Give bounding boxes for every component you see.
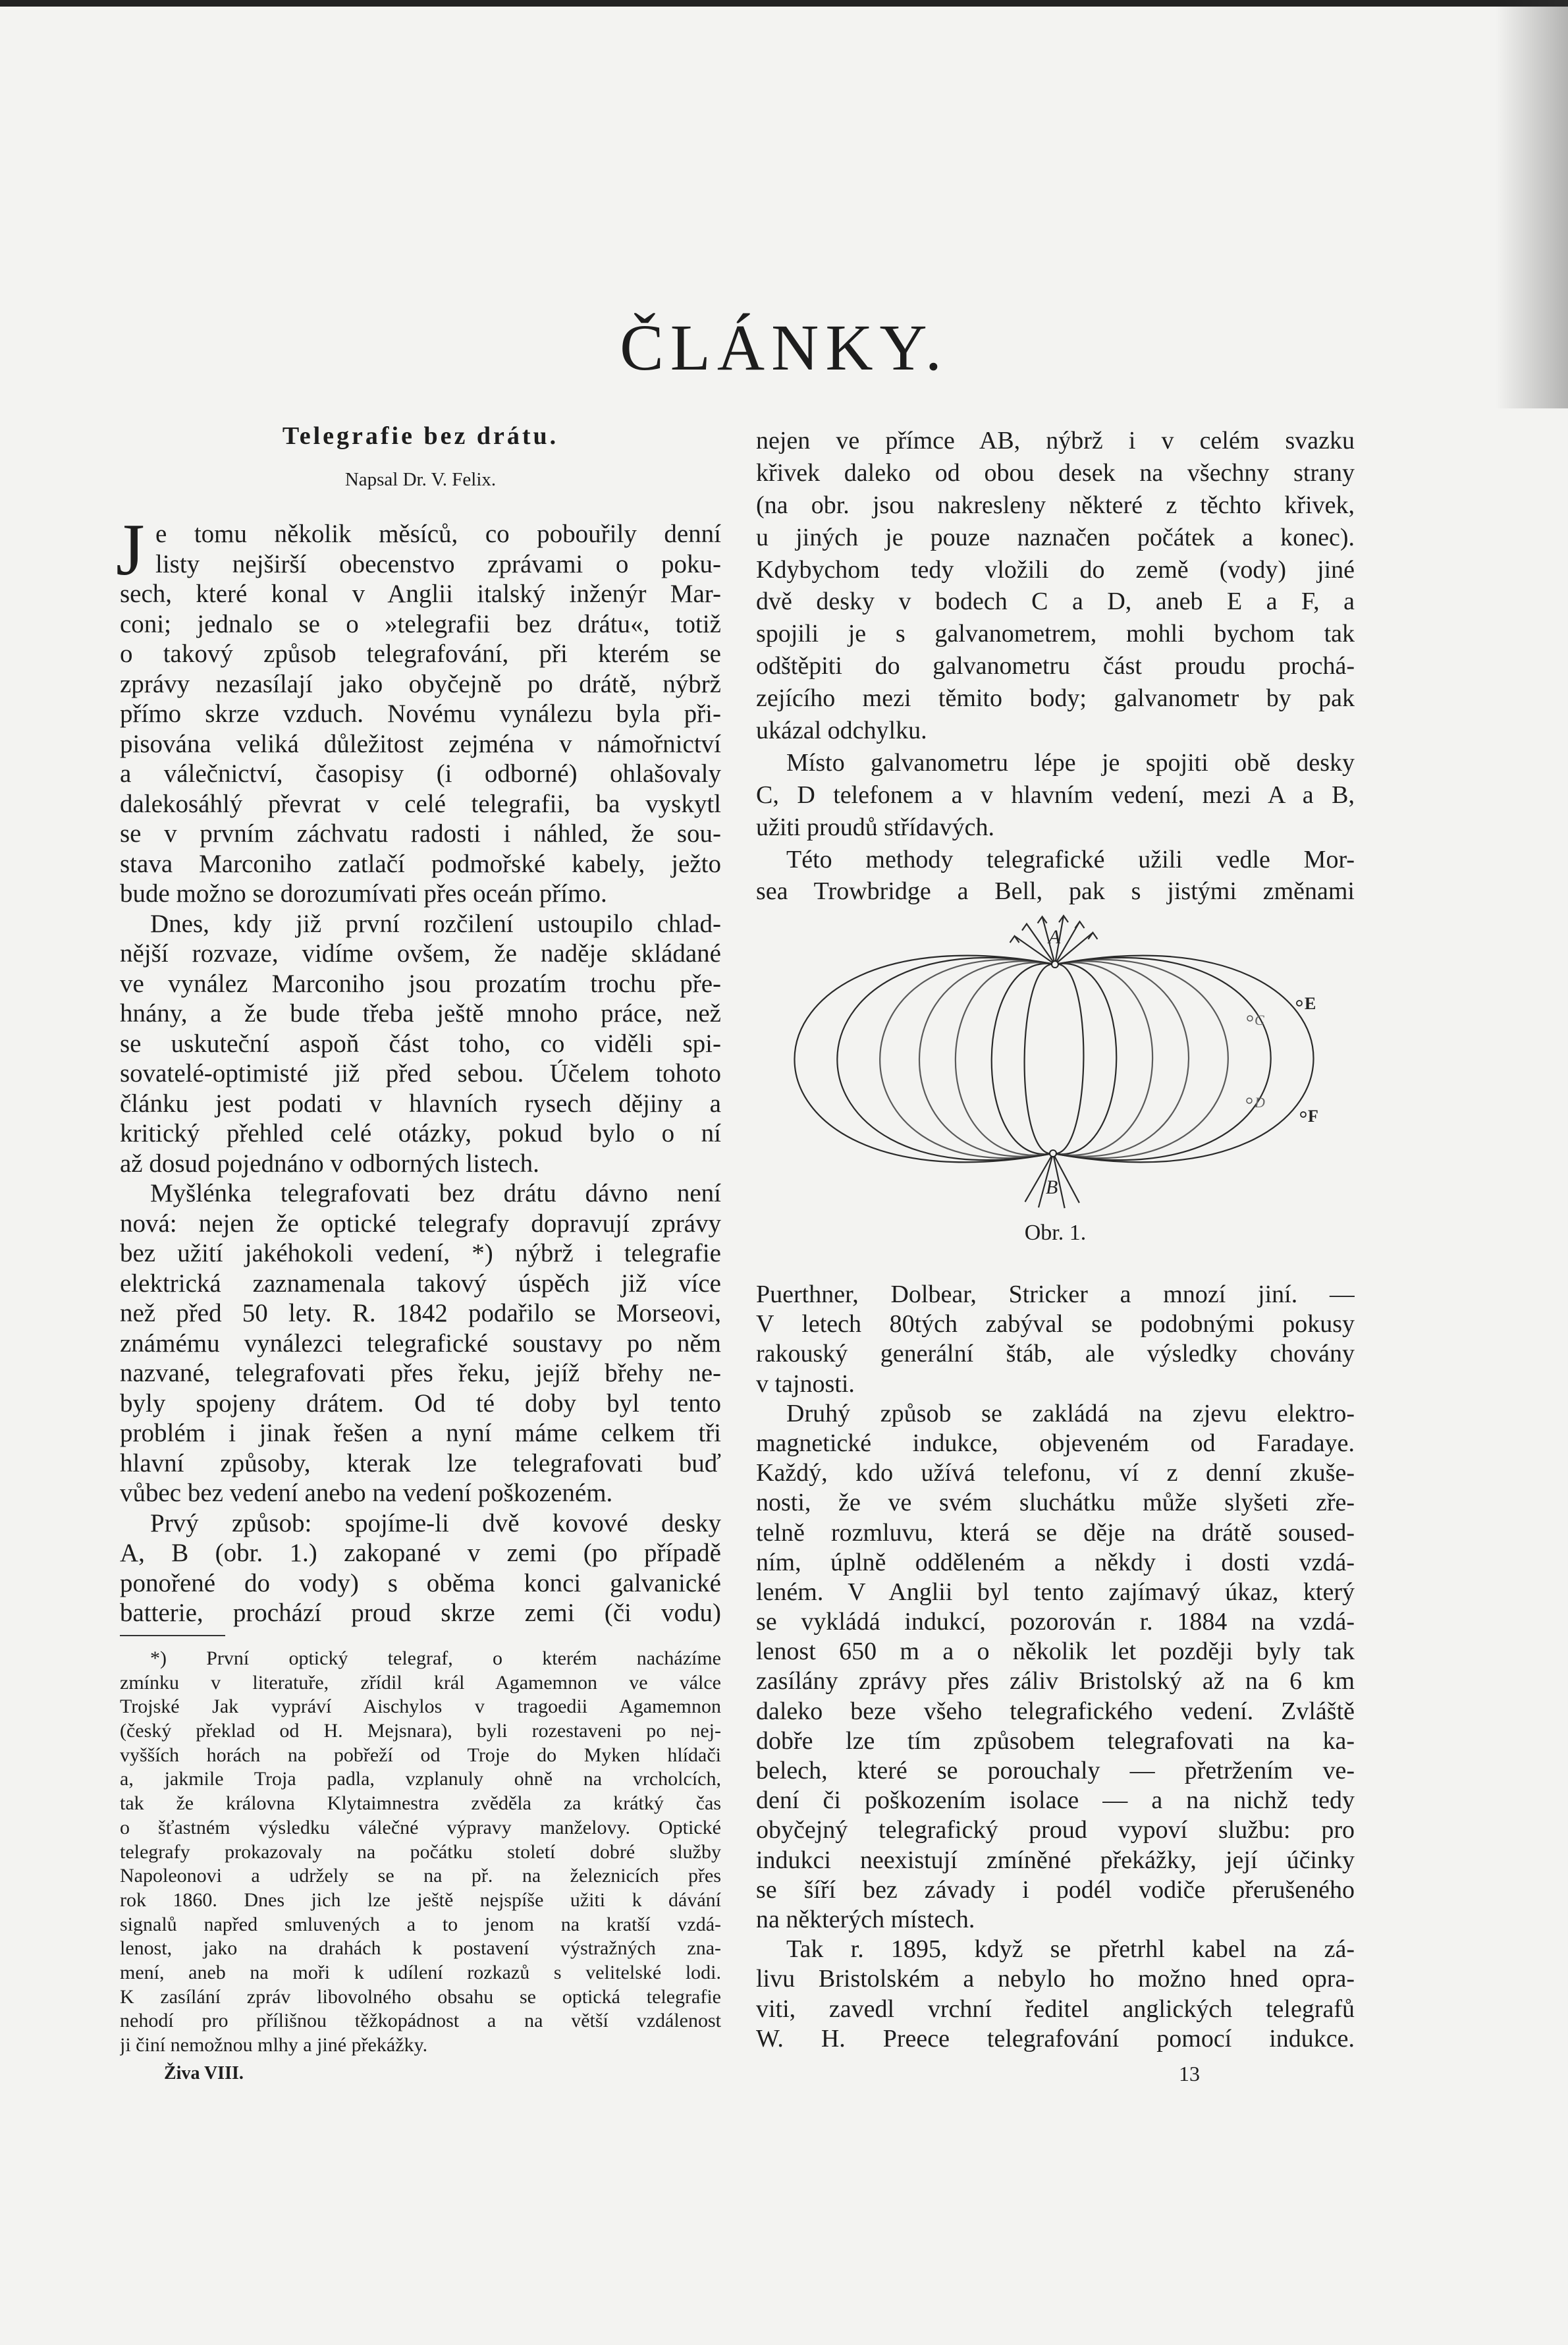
text-line: sech, které konal v Anglii italský inženýr Mar- xyxy=(120,580,721,608)
point-f xyxy=(1301,1112,1306,1117)
text-line: o šťastném výsledku válečné výpravy manželovy. Optické xyxy=(120,1816,721,1838)
text-line: coni; jednalo se o »telegrafii bez drátu«, totiž xyxy=(120,609,721,638)
text-line: známému vynálezci telegrafické soustavy po něm xyxy=(120,1329,721,1358)
text-line: sovatelé-optimisté již před sebou. Účelem tohoto xyxy=(120,1059,721,1088)
label-a: A xyxy=(1048,926,1061,948)
text-line: telegrafy prokazovaly na počátku století dobré služby xyxy=(120,1840,721,1863)
point-c xyxy=(1247,1016,1253,1021)
text-line: Myšlénka telegrafovati bez drátu dávno není xyxy=(150,1179,721,1207)
text-line: Tak r. 1895, když se přetrhl kabel na zá- xyxy=(786,1935,1355,1964)
field-line xyxy=(794,956,1055,1163)
paragraph xyxy=(756,844,1355,908)
text-line: *) První optický telegraf, o kterém nacházíme xyxy=(150,1647,721,1669)
text-line: nosti, že ve svém sluchátku může slyšeti zře- xyxy=(756,1489,1355,1517)
paragraph xyxy=(120,519,721,909)
text-line: C, D telefonem a v hlavním vedení, mezi A a B, xyxy=(756,781,1355,809)
text-line: užiti proudů střídavých. xyxy=(756,813,994,841)
text-line: nejen ve přímce AB, nýbrž i v celém svazku xyxy=(756,427,1355,455)
field-line xyxy=(1025,964,1055,1154)
point-d xyxy=(1247,1098,1252,1103)
field-line xyxy=(1053,962,1152,1155)
paragraph xyxy=(756,747,1355,844)
section-header: ČLÁNKY. xyxy=(620,311,948,384)
text-line: vůbec bez vedení anebo na vedení poškozeném. xyxy=(120,1479,613,1507)
arrow-stub xyxy=(1053,1153,1079,1203)
text-line: telně rozmluvu, která se děje na drátě soused- xyxy=(756,1518,1355,1547)
text-line: batterie, prochází proud skrze zemi (či vodu) xyxy=(120,1599,721,1627)
arrow-stub xyxy=(1010,936,1055,964)
arrow-stub xyxy=(1025,1153,1054,1202)
article-title: Telegrafie bez drátu. xyxy=(282,422,559,450)
drop-cap: J xyxy=(116,509,145,591)
text-line: signalů napřed smluvených a to jenom na kratší vzdá- xyxy=(120,1913,721,1935)
text-line: pisována veliká důležitost zejména v námořnictví xyxy=(120,729,721,758)
text-line: kritický přehled celé otázky, pokud bylo o ní xyxy=(120,1119,721,1147)
text-line: daleko beze všeho telegrafického vedení. Zvláště xyxy=(756,1697,1355,1725)
text-line: vyšších horách na pobřeží od Troje do Myken hlídači xyxy=(120,1744,721,1766)
text-line: tak že královna Klytaimnestra zvěděla za krátký čas xyxy=(120,1792,721,1815)
text-line: V letech 80tých zabýval se podobnými pokusy xyxy=(756,1310,1355,1338)
text-line: rakouský generální štáb, ale výsledky chovány xyxy=(756,1340,1355,1368)
text-line: problém i jinak řešen a nyní máme celkem tři xyxy=(120,1419,721,1447)
text-line: stava Marconiho zatlačí podmořské kabely, ježto xyxy=(120,849,721,878)
text-line: K zasílání zpráv libovolného obsahu se optická telegrafie xyxy=(120,1985,721,2008)
text-line: zejícího mezi těmito body; galvanometr by pak xyxy=(756,684,1355,713)
text-line: hlavní způsoby, kterak lze telegrafovati buď xyxy=(120,1448,721,1477)
plate-a-point xyxy=(1052,961,1058,968)
scan-top-edge xyxy=(0,0,1568,7)
text-line: spojili je s galvanometrem, mohli bychom tak xyxy=(756,620,1355,648)
text-line: nová: nejen že optické telegrafy dopravují zprávy xyxy=(120,1209,721,1238)
text-line: a válečnictví, časopisy (i odborné) ohlašovaly xyxy=(120,759,721,788)
footnote-divider xyxy=(120,1635,225,1636)
footnote xyxy=(120,1647,721,2058)
text-line: Trojské Jak vypráví Aischylos v tragoedii Agamemnon xyxy=(120,1696,721,1718)
text-line: belech, které se porouchaly — přetržením ve- xyxy=(756,1757,1355,1784)
field-line xyxy=(837,958,1055,1160)
text-line: o takový způsob telegrafování, při kterém se xyxy=(120,640,721,668)
text-line: nější rozvaze, vidíme ovšem, že naděje skládané xyxy=(120,939,721,968)
text-line: zprávy nezasílají jako obyčejně po drátě, nýbrž xyxy=(120,669,721,698)
text-line: zmínku v literatuře, zřídil král Agamemnon ve válce xyxy=(120,1671,721,1694)
text-line: (český překlad od H. Mejsnara), byli rozestaveni po nej- xyxy=(120,1720,721,1742)
text-line: ukázal odchylku. xyxy=(756,717,927,745)
field-line xyxy=(992,964,1055,1154)
text-line: Puerthner, Dolbear, Stricker a mnozí jiní. — xyxy=(756,1281,1355,1308)
text-line: lenost, jako na drahách k postavení výstražných zna- xyxy=(120,1937,721,1960)
label-e: E xyxy=(1305,994,1316,1013)
text-line: viti, zavedl vrchní ředitel anglických telegrafů xyxy=(756,1995,1355,2023)
paragraph xyxy=(756,1399,1355,1935)
text-line: W. H. Preece telegrafování pomocí indukce. xyxy=(756,2024,1355,2053)
text-line: bude možno se dorozumívati přes oceán přímo. xyxy=(120,879,607,908)
paragraph xyxy=(120,1508,721,1628)
text-line: ponořené do vody) s oběma konci galvanické xyxy=(120,1568,721,1597)
text-line: dení či poškozením isolace — a na nichž tedy xyxy=(756,1786,1355,1815)
text-line: leném. V Anglii byl tento zajímavý úkaz, který xyxy=(756,1578,1355,1606)
text-line: Této methody telegrafické užili vedle Mor- xyxy=(786,845,1355,873)
text-line: listy nejširší obecenstvo zprávami o poku- xyxy=(155,549,721,578)
article-byline: Napsal Dr. V. Felix. xyxy=(344,469,497,490)
text-line: magnetické indukce, objeveném od Faradaye. xyxy=(756,1429,1355,1457)
text-line: dobře lze tím způsobem telegrafovati na ka- xyxy=(756,1726,1355,1755)
text-line: Prvý způsob: spojíme-li dvě kovové desky xyxy=(150,1508,721,1537)
label-d: D xyxy=(1255,1094,1265,1111)
journal-name: Živa VIII. xyxy=(164,2063,244,2083)
field-line xyxy=(919,961,1055,1156)
text-line: hnány, a že bude třeba ještě mnoho práce, než xyxy=(120,999,721,1028)
text-line: Napoleonovi a udržely se na př. na železnicích přes xyxy=(120,1865,721,1887)
paragraph xyxy=(756,1280,1355,1399)
text-line: ním, úplně odděleném a někdy i dosti vzdá- xyxy=(756,1548,1355,1576)
text-line: ve vynález Marconiho jsou prozatím trochu pře- xyxy=(120,969,721,998)
text-line: obyčejný telegrafický proud vypoví službu: pro xyxy=(756,1816,1355,1844)
figure-caption: Obr. 1. xyxy=(1024,1221,1087,1245)
text-line: rok 1860. Dnes jich lze ještě nejspíše užiti k dávání xyxy=(120,1889,721,1911)
right-column-bottom xyxy=(756,1280,1355,2054)
text-line: u jiných je pouze naznačen počátek a konec). xyxy=(756,523,1355,551)
text-line: nazvané, telegrafovati přes řeku, jejíž břehy ne- xyxy=(120,1359,721,1387)
text-line: v tajnosti. xyxy=(756,1369,855,1398)
text-line: dvě desky v bodech C a D, aneb E a F, a xyxy=(756,588,1355,616)
left-column xyxy=(120,519,721,1628)
text-line: A, B (obr. 1.) zakopané v zemi (po případě xyxy=(120,1539,721,1567)
text-line: lenost 650 m a o několik let později byly tak xyxy=(756,1638,1355,1666)
text-line: ji činí nemožnou mlhy a jiné překážky. xyxy=(120,2034,428,2056)
text-line: Druhý způsob se zakládá na zjevu elektro- xyxy=(786,1399,1355,1427)
field-line xyxy=(1053,964,1083,1154)
field-line xyxy=(1053,964,1116,1154)
footnote-paragraph xyxy=(120,1647,721,2058)
paragraph xyxy=(756,425,1355,747)
text-line: až dosud pojednáno v odborných listech. xyxy=(120,1149,539,1178)
text-line: se uskuteční aspoň část toho, co viděli spi- xyxy=(120,1029,721,1058)
text-line: se vykládá indukcí, pozorován r. 1884 na vzdá- xyxy=(756,1608,1355,1636)
text-line: se šíří bez závady i podél vodiče přerušeného xyxy=(756,1875,1355,1904)
label-f: F xyxy=(1308,1107,1318,1126)
text-line: sea Trowbridge a Bell, pak s jistými změnami xyxy=(756,877,1355,906)
text-line: Místo galvanometru lépe je spojiti obě desky xyxy=(786,748,1355,777)
text-line: na některých místech. xyxy=(756,1905,975,1933)
paragraph xyxy=(756,1935,1355,2054)
figure-field-lines xyxy=(756,909,1355,1219)
field-line xyxy=(1053,960,1228,1158)
arrow-stub xyxy=(1055,922,1085,964)
text-line: e tomu několik měsíců, co pobouřily denní xyxy=(155,520,721,548)
text-line: elektrická zaznamenala takový úspěch již více xyxy=(120,1269,721,1298)
field-line xyxy=(880,960,1055,1158)
arrow-stub xyxy=(1055,916,1068,964)
plate-b-point xyxy=(1050,1150,1056,1157)
text-line: livu Bristolském a nebylo ho možno hned opra- xyxy=(756,1965,1355,1993)
paragraph xyxy=(120,1178,721,1508)
point-e xyxy=(1297,1001,1302,1006)
text-line: Dnes, kdy již první rozčilení ustoupilo chlad- xyxy=(150,909,721,938)
text-line: odštěpiti do galvanometru část proudu prochá- xyxy=(756,652,1355,680)
text-line: než před 50 lety. R. 1842 podařilo se Morseovi, xyxy=(120,1299,721,1327)
field-line xyxy=(1053,956,1314,1163)
text-line: nehodí pro přílišnou těžkopádnost a na větší vzdálenost xyxy=(120,2010,721,2032)
label-c: C xyxy=(1255,1012,1264,1028)
arrow-stub xyxy=(1038,917,1055,964)
page-number: 13 xyxy=(1179,2062,1200,2085)
arrow-stub xyxy=(1055,933,1097,964)
text-line: byly spojeny drátem. Od té doby byl tento xyxy=(120,1389,721,1418)
text-line: bez užití jakéhokoli vedení, *) nýbrž i telegrafie xyxy=(120,1239,721,1267)
field-line xyxy=(956,962,1055,1155)
paragraph xyxy=(120,909,721,1179)
text-line: zasílány zprávy přes záliv Bristolský až na 6 km xyxy=(756,1667,1355,1696)
text-line: indukci neexistují zmíněné překážky, její účinky xyxy=(756,1846,1355,1874)
text-line: článku jest podati v hlavních rysech dějiny a xyxy=(120,1089,721,1118)
text-line: dalekosáhlý převrat v celé telegrafii, ba vyskytl xyxy=(120,789,721,818)
arrow-stub xyxy=(1039,1153,1053,1207)
text-line: křivek daleko od obou desek na všechny strany xyxy=(756,458,1355,487)
right-column-top xyxy=(756,425,1355,908)
text-line: mení, aneb na moři k udílení rozkazů s velitelské lodi. xyxy=(120,1961,721,1983)
text-line: se v prvním záchvatu radosti i náhled, že sou- xyxy=(120,819,721,848)
text-line: a, jakmile Troja padla, vzplanuly ohně na vrcholcích, xyxy=(120,1768,721,1790)
field-line xyxy=(1053,961,1189,1156)
text-line: Každý, kdo užívá telefonu, ví z denní zkuše- xyxy=(756,1459,1355,1487)
arrow-stub xyxy=(1022,924,1055,964)
arrow-stub xyxy=(1053,1153,1065,1208)
text-line: přímo skrze vzduch. Novému vynálezu byla při- xyxy=(120,700,721,728)
field-line xyxy=(1053,958,1271,1160)
label-b: B xyxy=(1046,1176,1058,1198)
text-line: (na obr. jsou nakresleny některé z těchto křivek, xyxy=(756,491,1355,519)
text-line: Kdybychom tedy vložili do země (vody) jiné xyxy=(756,555,1355,584)
